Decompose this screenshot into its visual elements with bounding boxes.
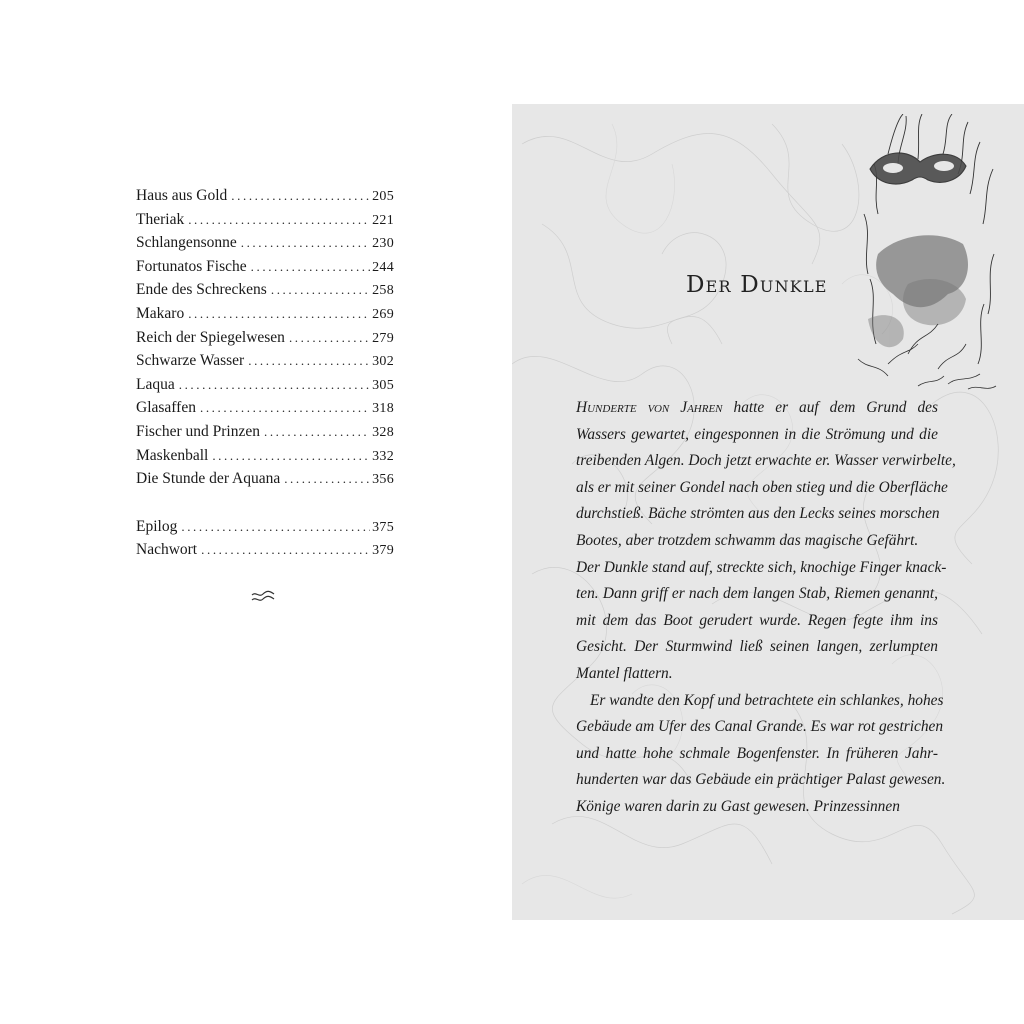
toc-entry-page: 379 <box>372 543 394 559</box>
toc-entry-back-matter[interactable] <box>136 538 394 562</box>
toc-entry-title: Epilog <box>136 517 178 535</box>
toc-entry-page: 332 <box>372 448 394 464</box>
toc-leader-dots <box>201 538 370 562</box>
text-line: Gebäude am Ufer des Canal Grande. Es war rot gestrichen <box>576 718 944 736</box>
mask-seaweed-illustration <box>848 114 998 396</box>
toc-entry-title: Fischer und Prinzen <box>136 422 260 440</box>
text-line: durchstieß. Bäche strömten aus den Lecks seines morschen <box>576 505 940 523</box>
toc-entry-page: 205 <box>372 189 394 204</box>
toc-leader-dots <box>188 302 370 326</box>
toc-entry[interactable] <box>136 373 394 397</box>
toc-entry[interactable] <box>136 420 394 444</box>
text-line <box>576 395 938 422</box>
text-line: Der Dunkle stand auf, streckte sich, knochige Finger knack- <box>576 558 947 576</box>
toc-entry-title: Haus aus Gold <box>136 187 228 204</box>
text-line: Er wandte den Kopf und betrachtete ein schlankes, hohes <box>590 691 944 709</box>
toc-leader-dots <box>251 255 370 279</box>
toc-entry[interactable] <box>136 444 394 468</box>
chapter-body-text <box>576 395 956 821</box>
text-line: und hatte hohe schmale Bogenfenster. In früheren Jahr- <box>576 744 938 762</box>
toc-entry-page: 230 <box>372 236 394 252</box>
toc-leader-dots <box>231 184 370 208</box>
text-line: Gesicht. Der Sturmwind ließ seinen langen, zerlumpten <box>576 638 938 656</box>
toc-leader-dots <box>241 231 370 255</box>
toc-entry-page: 302 <box>372 354 394 370</box>
toc-entry[interactable] <box>136 326 394 350</box>
toc-leader-dots <box>271 278 370 302</box>
right-page <box>512 104 1024 920</box>
text-line: mit dem das Boot gerudert wurde. Regen fegte ihm ins <box>576 611 938 629</box>
text-line: Könige waren darin zu Gast gewesen. Prinzessinnen <box>576 797 900 815</box>
toc-entry-page: 279 <box>372 330 394 346</box>
toc-entry-title: Reich der Spiegelwesen <box>136 328 285 346</box>
text-line: hunderten war das Gebäude ein prächtiger Palast gewesen. <box>576 771 946 789</box>
toc-entry-page: 356 <box>372 472 394 488</box>
toc-leader-dots <box>188 208 370 232</box>
toc-entry-page: 375 <box>372 519 394 535</box>
text-line: ten. Dann griff er nach dem langen Stab, Riemen genannt, <box>576 585 938 603</box>
text-line: Mantel flattern. <box>576 664 673 682</box>
toc-entry-page: 221 <box>372 212 394 228</box>
text-line: als er mit seiner Gondel nach oben stieg und die Oberfläche <box>576 478 948 496</box>
toc-entry-title: Nachwort <box>136 541 198 559</box>
toc-entry-title: Makaro <box>136 304 185 322</box>
toc-entry-title: Maskenball <box>136 446 209 464</box>
text-line-rest: hatte er auf dem Grund des <box>722 399 938 416</box>
toc-entry-page: 269 <box>372 306 394 322</box>
toc-entry[interactable] <box>136 231 394 255</box>
toc-entry[interactable] <box>136 349 394 373</box>
wave-ornament-icon <box>250 589 276 605</box>
toc-leader-dots <box>212 444 370 468</box>
toc-entry-page: 244 <box>372 259 394 275</box>
toc-entry-page: 328 <box>372 424 394 440</box>
toc-entry-title: Laqua <box>136 375 175 393</box>
toc-entry-title: Die Stunde der Aquana <box>136 470 281 488</box>
toc-entry-page: 318 <box>372 401 394 417</box>
toc-entry-back-matter[interactable] <box>136 515 394 539</box>
toc-leader-dots <box>289 326 370 350</box>
toc-leader-dots <box>248 349 370 373</box>
chapter-opening-words: Hunderte von Jahren <box>576 399 723 416</box>
toc-entry[interactable] <box>136 467 394 491</box>
text-line: Wassers gewartet, eingesponnen in die Strömung und die <box>576 425 938 443</box>
toc-leader-dots <box>264 420 370 444</box>
toc-entry[interactable] <box>136 208 394 232</box>
toc-leader-dots <box>179 373 370 397</box>
toc-entry-title: Fortunatos Fische <box>136 257 247 275</box>
toc-entry-title: Schlangensonne <box>136 234 237 252</box>
toc-entry-page: 258 <box>372 283 394 299</box>
toc-entry-title: Schwarze Wasser <box>136 352 245 370</box>
toc-entry-page: 305 <box>372 377 394 393</box>
toc-entry[interactable] <box>136 255 394 279</box>
toc-entry[interactable] <box>136 302 394 326</box>
toc-entry-title: Ende des Schreckens <box>136 281 267 299</box>
toc-entry[interactable] <box>136 396 394 420</box>
toc-leader-dots <box>181 515 370 539</box>
toc-leader-dots <box>200 396 370 420</box>
toc-entry[interactable] <box>136 184 394 208</box>
table-of-contents <box>136 184 394 562</box>
toc-spacer <box>136 491 394 515</box>
text-line: Bootes, aber trotzdem schwamm das magische Gefährt. <box>576 531 919 549</box>
chapter-title: Der Dunkle <box>686 272 828 298</box>
toc-entry-title: Glasaffen <box>136 399 196 417</box>
toc-entry-title: Theriak <box>136 210 185 228</box>
text-line: treibenden Algen. Doch jetzt erwachte er. Wasser verwirbelte, <box>576 452 956 470</box>
toc-entry[interactable] <box>136 278 394 302</box>
toc-leader-dots <box>284 467 370 491</box>
